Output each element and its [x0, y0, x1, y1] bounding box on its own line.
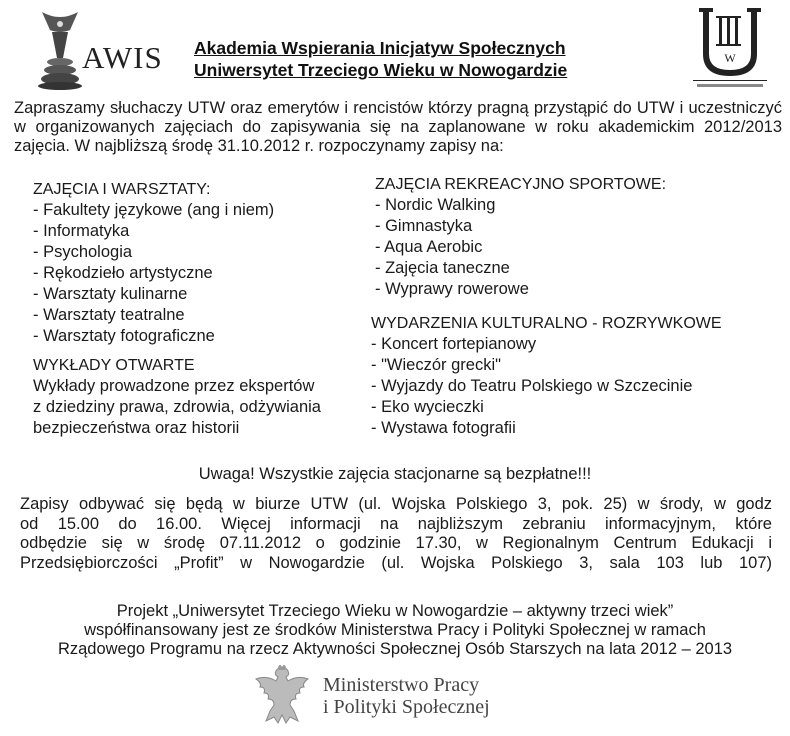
header-titles: [194, 37, 567, 81]
signup-line: odbędzie się w środę 07.11.2012 o godzinie 17.30, w Regionalnym Centrum Edukacji i: [20, 534, 772, 552]
project-line: współfinansowany jest ze środków Ministerstwa Pracy i Polityki Społecznej w ramach: [84, 621, 706, 639]
list-item: - Wystawa fotografii: [371, 419, 516, 437]
list-item: - Eko wycieczki: [371, 398, 484, 416]
academy-title: Akademia Wspierania Inicjatyw Społecznych: [194, 38, 566, 58]
awis-emblem-icon: [30, 8, 90, 90]
list-item: - Rękodzieło artystyczne: [33, 264, 213, 282]
sports-section: [371, 174, 790, 300]
utw-emblem-icon: [689, 4, 771, 92]
right-column: [371, 174, 790, 439]
signup-line: Przedsiębiorczości „Profit” w Nowogardzie (ul. Wojska Polskiego 3, sala 103 lub 107): [20, 553, 772, 572]
lectures-line: bezpieczeństwa oraz historii: [33, 419, 240, 437]
sports-heading: ZAJĘCIA REKREACYJNO SPORTOWE:: [375, 176, 667, 193]
workshops-section: [33, 179, 373, 347]
list-item: - Warsztaty kulinarne: [33, 285, 188, 303]
lectures-heading: WYKŁADY OTWARTE: [33, 357, 195, 374]
list-item: - Warsztaty teatralne: [33, 306, 185, 324]
project-line: Rządowego Programu na rzecz Aktywności Społecznej Osób Starszych na lata 2012 – 2013: [57, 640, 733, 658]
svg-text:W: W: [724, 51, 736, 65]
signup-line: od 15.00 do 16.00. Więcej informacji na najbliższym zebraniu informacyjnym, które: [20, 514, 772, 533]
signup-line: Zapisy odbywać się będą w biurze UTW (ul. Wojska Polskiego 3, pok. 25) w środy, w godz: [20, 495, 772, 513]
eagle-emblem-icon: [252, 665, 312, 731]
list-item: - Informatyka: [33, 222, 130, 240]
list-item: - Nordic Walking: [375, 196, 496, 214]
awis-logo-text: AWIS: [82, 40, 163, 75]
culture-heading: WYDARZENIA KULTURALNO - ROZRYWKOWE: [371, 315, 722, 332]
list-item: - Gimnastyka: [375, 217, 473, 235]
free-classes-notice: Uwaga! Wszystkie zajęcia stacjonarne są bezpłatne!!!: [198, 465, 592, 483]
ministry-logo-text: [323, 674, 490, 718]
university-title: Uniwersytet Trzeciego Wieku w Nowogardzie: [194, 60, 568, 80]
project-line: Projekt „Uniwersytet Trzeciego Wieku w Nowogardzie – aktywny trzeci wiek”: [116, 602, 674, 620]
workshops-heading: ZAJĘCIA I WARSZTATY:: [33, 181, 211, 198]
lectures-line: Wykłady prowadzone przez ekspertów: [33, 377, 315, 395]
list-item: - Psychologia: [33, 243, 133, 261]
ministry-line: i Polityki Społecznej: [323, 696, 490, 718]
list-item: - Zajęcia taneczne: [375, 259, 510, 277]
project-paragraph: [0, 602, 790, 659]
list-item: - Wyprawy rowerowe: [375, 280, 529, 298]
culture-section: [371, 313, 790, 439]
intro-paragraph: Zapraszamy słuchaczy UTW oraz emerytów i rencistów którzy pragną przystąpić do UTW i uczestniczyć w organizowanych zajęciach do zapisywania się na zaplanowane w roku akademickim 2012/2013 zajęcia. W najbliższą środę 31.10.2012 r. rozpoczynamy zapisy na:: [14, 99, 782, 155]
utw-logo: [689, 4, 771, 92]
list-item: - Aqua Aerobic: [375, 238, 483, 256]
list-item: - Koncert fortepianowy: [371, 335, 537, 353]
ministry-line: Ministerstwo Pracy: [323, 674, 480, 696]
list-item: - Wyjazdy do Teatru Polskiego w Szczecinie: [371, 377, 693, 395]
list-item: - Warsztaty fotograficzne: [33, 327, 215, 345]
lectures-section: [33, 355, 373, 439]
lectures-line: z dziedziny prawa, zdrowia, odżywiania: [33, 398, 321, 416]
signup-paragraph: [20, 495, 772, 573]
list-item: - "Wieczór grecki": [371, 356, 501, 374]
left-column: [33, 179, 373, 439]
list-item: - Fakultety językowe (ang i niem): [33, 201, 275, 219]
